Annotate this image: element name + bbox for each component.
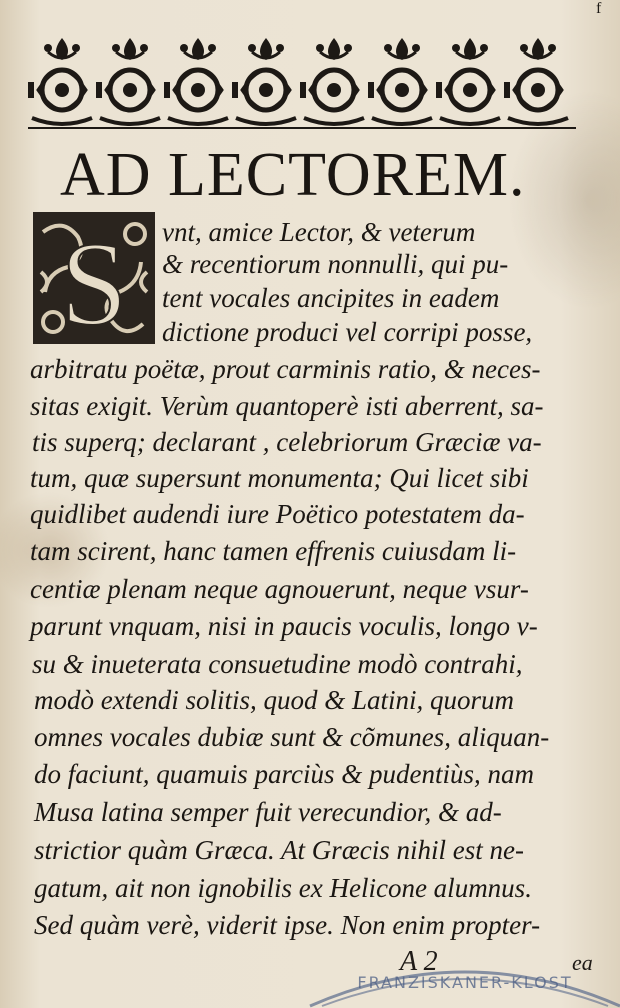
text-line: do faciunt, quamuis parciùs & pudentiùs, nam (34, 759, 534, 789)
page-title: AD LECTOREM. (60, 141, 526, 209)
text-line: gatum, ait non ignobilis ex Helicone alumnus. (34, 873, 532, 903)
text-line: strictior quàm Græca. At Græcis nihil est ne- (34, 835, 524, 865)
text-line: Sed quàm verè, viderit ipse. Non enim propter- (34, 910, 541, 940)
text-line: tam scirent, hanc tamen effrenis cuiusdam li- (30, 536, 517, 566)
text-line: omnes vocales dubiæ sunt & cõmunes, aliquan- (34, 722, 550, 752)
text-line: dictione produci vel corripi posse, (162, 317, 533, 347)
text-line: Musa latina semper fuit verecundior, & ad- (34, 797, 502, 827)
text-line: vnt, amice Lector, & veterum (162, 217, 476, 247)
text-line: centiæ plenam neque agnouerunt, neque vsur- (30, 574, 529, 604)
text-line: sitas exigit. Verùm quantoperè isti aberrent, sa- (30, 391, 544, 421)
catchword: ea (572, 950, 593, 975)
dropcap-letter: S (60, 217, 128, 344)
text-line: quidlibet audendi iure Poëtico potestatem da- (30, 499, 525, 529)
text-line: tent vocales ancipites in eadem (162, 283, 500, 313)
text-line: su & inueterata consuetudine modò contrahi, (32, 649, 523, 679)
text-line: tis superq; declarant , celebriorum Græciæ va- (32, 427, 542, 457)
text-line: & recentiorum nonnulli, qui pu- (162, 249, 509, 279)
text-line: parunt vnquam, nisi in paucis voculis, longo v- (30, 611, 538, 641)
text-line: arbitratu poëtæ, prout carminis ratio, & neces- (30, 354, 541, 384)
signature-mark: A 2 (400, 946, 438, 977)
text-line: modò extendi solitis, quod & Latini, quorum (34, 685, 515, 715)
text-line: tum, quæ supersunt monumenta; Qui licet sibi (30, 463, 529, 493)
ornamental-headpiece (28, 30, 576, 132)
stamp-text: FRANZISKANER-KLOST (357, 973, 573, 992)
corner-mark: f (596, 0, 602, 17)
decorated-initial (33, 212, 155, 344)
